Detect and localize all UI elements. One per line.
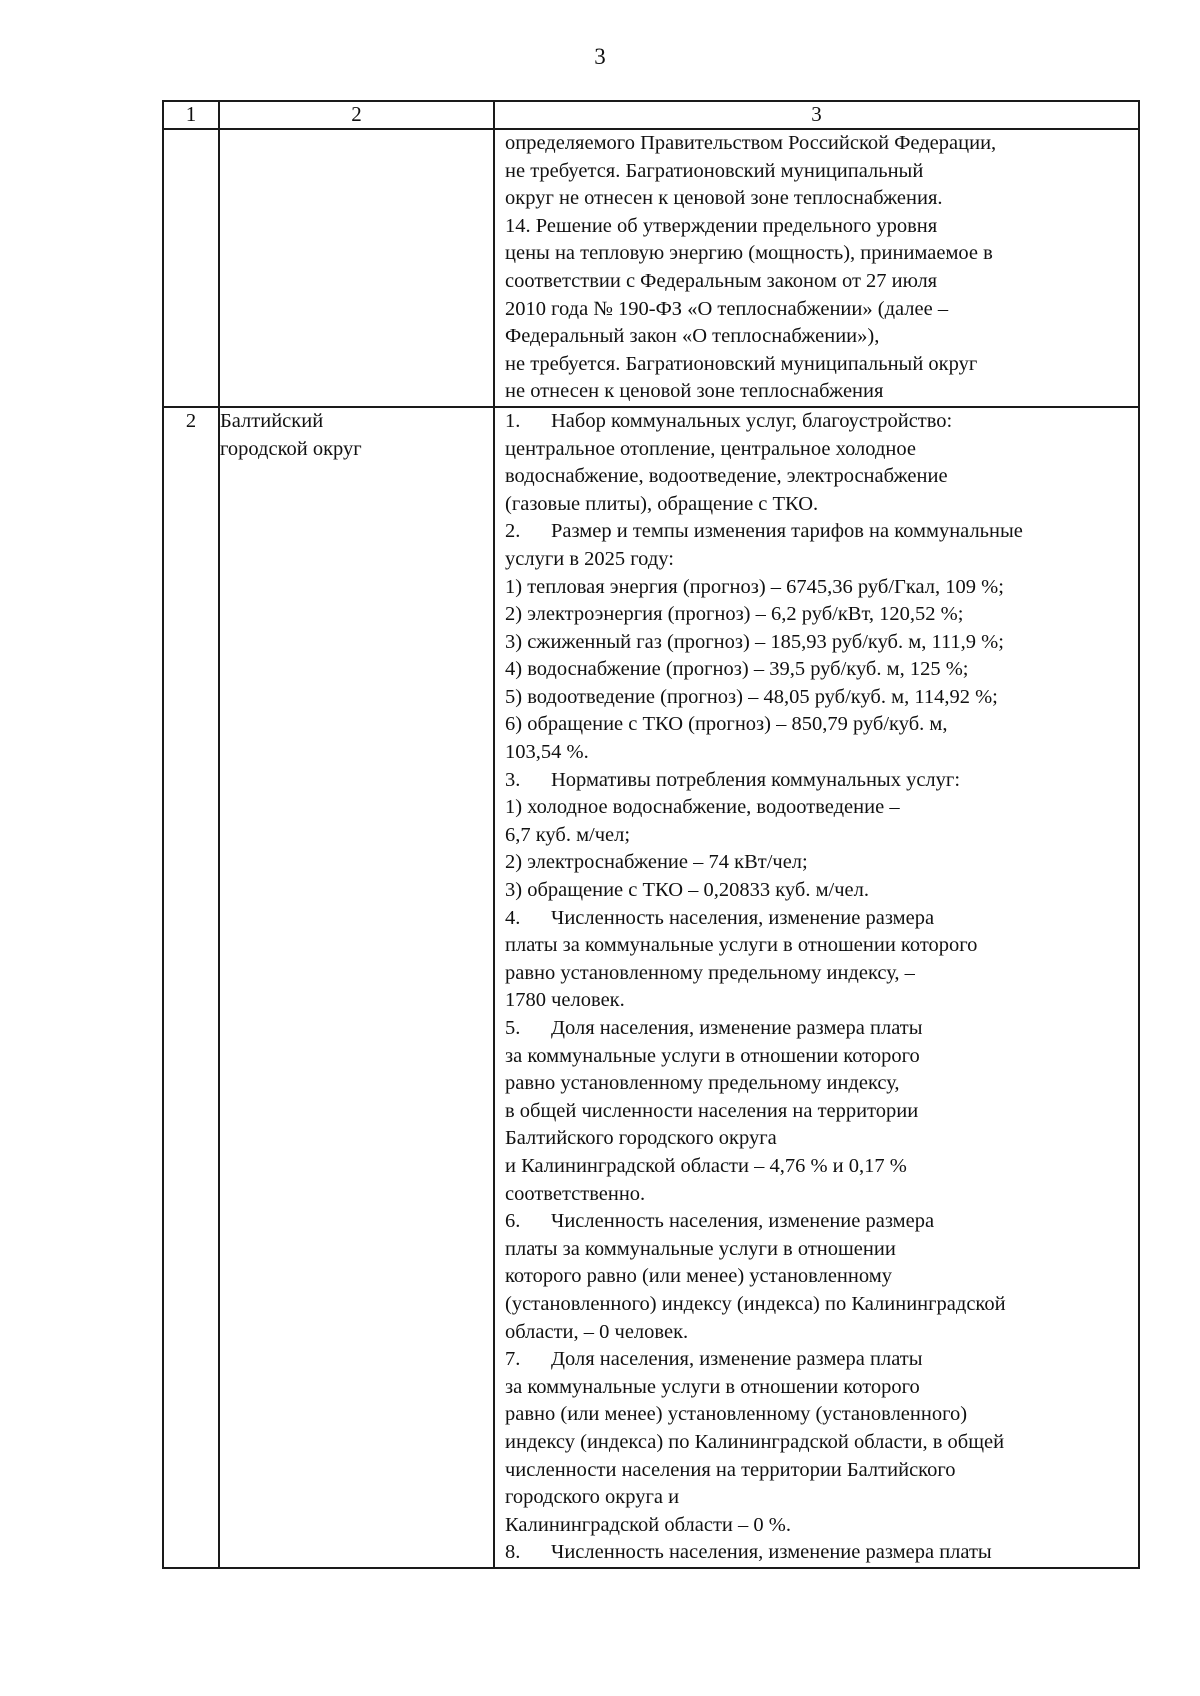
description-text: численности населения на территории Балтийского xyxy=(505,1458,956,1481)
description-line xyxy=(495,1484,1138,1512)
description-text: 14. Решение об утверждении предельного уровня xyxy=(505,214,938,237)
description-line xyxy=(495,574,1138,602)
description-text: равно (или менее) установленному (установленного) xyxy=(505,1403,968,1426)
data-table xyxy=(162,100,1140,1569)
column-header-1: 1 xyxy=(163,101,219,129)
item-number: 2. xyxy=(505,520,521,543)
description-text: и Калининградской области – 4,76 % и 0,17 % xyxy=(505,1154,907,1177)
table-header-row xyxy=(163,101,1139,129)
description-cell xyxy=(494,407,1139,1568)
description-text: услуги в 2025 году: xyxy=(505,547,674,570)
row-number: 2 xyxy=(163,407,219,1568)
description-text: 2) электроснабжение – 74 кВт/чел; xyxy=(505,851,808,874)
description-text: (газовые плиты), обращение с ТКО. xyxy=(505,492,819,515)
description-line xyxy=(495,1539,1138,1567)
description-text: 1) тепловая энергия (прогноз) – 6745,36 руб/Гкал, 109 %; xyxy=(505,575,1004,598)
description-line xyxy=(495,1015,1138,1043)
item-number: 3. xyxy=(505,768,521,791)
description-line xyxy=(495,1512,1138,1540)
description-text: за коммунальные услуги в отношении которого xyxy=(505,1044,920,1067)
description-text: в общей численности населения на территории xyxy=(505,1099,919,1122)
description-text: определяемого Правительством Российской Федерации, xyxy=(505,132,997,154)
description-line xyxy=(495,629,1138,657)
description-line xyxy=(495,130,1138,158)
description-text: 1780 человек. xyxy=(505,989,625,1012)
description-line xyxy=(495,1098,1138,1126)
description-text: цены на тепловую энергию (мощность), принимаемое в xyxy=(505,242,993,265)
description-text: равно установленному предельному индексу, xyxy=(505,1072,900,1095)
description-line xyxy=(495,601,1138,629)
description-line xyxy=(495,739,1138,767)
description-line xyxy=(495,1401,1138,1429)
description-line xyxy=(495,1236,1138,1264)
item-number: 1. xyxy=(505,409,521,432)
description-text: Нормативы потребления коммунальных услуг: xyxy=(551,768,961,791)
description-text: платы за коммунальные услуги в отношении xyxy=(505,1237,896,1260)
description-text: Набор коммунальных услуг, благоустройство: xyxy=(551,409,953,432)
description-line xyxy=(495,1374,1138,1402)
description-text: 3) сжиженный газ (прогноз) – 185,93 руб/куб. м, 111,9 %; xyxy=(505,630,1004,653)
description-line xyxy=(495,656,1138,684)
description-text: Калининградской области – 0 %. xyxy=(505,1513,791,1536)
description-text: Численность населения, изменение размера платы xyxy=(551,1541,992,1564)
description-line xyxy=(495,240,1138,268)
description-text: равно установленному предельному индексу, – xyxy=(505,961,915,984)
description-text: 2010 года № 190-ФЗ «О теплоснабжении» (далее – xyxy=(505,297,949,320)
municipality-name-line: городской округ xyxy=(220,437,362,460)
description-line xyxy=(495,1043,1138,1071)
description-text: (установленного) индексу (индекса) по Калининградской xyxy=(505,1292,1006,1315)
description-line xyxy=(495,408,1138,436)
column-header-3: 3 xyxy=(494,101,1139,129)
description-text: платы за коммунальные услуги в отношении которого xyxy=(505,934,978,957)
description-text: 6) обращение с ТКО (прогноз) – 850,79 руб/куб. м, xyxy=(505,713,948,736)
municipality-name-line: Балтийский xyxy=(220,409,324,432)
description-line xyxy=(495,1346,1138,1374)
description-line xyxy=(495,1181,1138,1209)
description-line xyxy=(495,268,1138,296)
description-line xyxy=(495,351,1138,379)
description-line xyxy=(495,463,1138,491)
description-line xyxy=(495,684,1138,712)
description-text: Федеральный закон «О теплоснабжении»), xyxy=(505,325,880,348)
row-number xyxy=(163,129,219,407)
description-line xyxy=(495,1291,1138,1319)
item-number: 7. xyxy=(505,1348,521,1371)
description-text: городского округа и xyxy=(505,1486,680,1509)
description-text: Балтийского городского округа xyxy=(505,1127,777,1150)
description-line xyxy=(495,1153,1138,1181)
description-line xyxy=(495,185,1138,213)
description-line xyxy=(495,905,1138,933)
description-line xyxy=(495,794,1138,822)
municipality-name xyxy=(219,407,494,1568)
description-line xyxy=(495,1457,1138,1485)
description-text: которого равно (или менее) установленному xyxy=(505,1265,892,1288)
description-text: Численность населения, изменение размера xyxy=(551,1210,935,1233)
description-text: водоснабжение, водоотведение, электроснабжение xyxy=(505,465,948,488)
description-cell xyxy=(494,129,1139,407)
description-text: не требуется. Багратионовский муниципальный xyxy=(505,159,924,182)
description-text: соответственно. xyxy=(505,1182,646,1205)
description-line xyxy=(495,932,1138,960)
description-text: Размер и темпы изменения тарифов на коммунальные xyxy=(551,520,1023,543)
description-text: Доля населения, изменение размера платы xyxy=(551,1017,923,1039)
description-line xyxy=(495,960,1138,988)
column-header-2: 2 xyxy=(219,101,494,129)
description-line xyxy=(495,296,1138,324)
table-row xyxy=(163,407,1139,1568)
description-line xyxy=(495,546,1138,574)
description-text: Доля населения, изменение размера платы xyxy=(551,1348,923,1371)
description-line xyxy=(495,1263,1138,1291)
description-text: 103,54 %. xyxy=(505,741,589,764)
description-line xyxy=(495,518,1138,546)
description-line xyxy=(495,822,1138,850)
description-line xyxy=(495,213,1138,241)
description-text: 2) электроэнергия (прогноз) – 6,2 руб/кВт, 120,52 %; xyxy=(505,603,964,626)
description-text: соответствии с Федеральным законом от 27 июля xyxy=(505,269,938,292)
table-body xyxy=(163,129,1139,1568)
description-text: не требуется. Багратионовский муниципальный округ xyxy=(505,352,978,375)
description-text: 4) водоснабжение (прогноз) – 39,5 руб/куб. м, 125 %; xyxy=(505,658,969,681)
description-line xyxy=(495,1429,1138,1457)
page-number: 3 xyxy=(594,44,606,69)
table-row xyxy=(163,129,1139,407)
description-line xyxy=(495,1319,1138,1347)
description-line xyxy=(495,1070,1138,1098)
description-line xyxy=(495,323,1138,351)
item-number: 4. xyxy=(505,906,521,929)
description-line xyxy=(495,711,1138,739)
description-line xyxy=(495,378,1138,406)
description-text: 1) холодное водоснабжение, водоотведение – xyxy=(505,796,900,819)
description-line xyxy=(495,436,1138,464)
description-text: Численность населения, изменение размера xyxy=(551,906,935,929)
description-text: 5) водоотведение (прогноз) – 48,05 руб/куб. м, 114,92 %; xyxy=(505,685,998,708)
description-line xyxy=(495,491,1138,519)
item-number: 8. xyxy=(505,1541,521,1564)
description-text: индексу (индекса) по Калининградской области, в общей xyxy=(505,1430,1005,1453)
description-line xyxy=(495,1208,1138,1236)
description-text: округ не отнесен к ценовой зоне теплоснабжения. xyxy=(505,187,943,210)
description-text: 6,7 куб. м/чел; xyxy=(505,823,631,846)
description-text: за коммунальные услуги в отношении которого xyxy=(505,1375,920,1398)
item-number: 5. xyxy=(505,1017,521,1039)
description-text: не отнесен к ценовой зоне теплоснабжения xyxy=(505,380,884,403)
description-text: области, – 0 человек. xyxy=(505,1320,689,1343)
item-number: 6. xyxy=(505,1210,521,1233)
description-line xyxy=(495,767,1138,795)
description-line xyxy=(495,1125,1138,1153)
description-line xyxy=(495,987,1138,1015)
description-text: центральное отопление, центральное холодное xyxy=(505,437,916,460)
description-line xyxy=(495,877,1138,905)
description-line xyxy=(495,158,1138,186)
description-line xyxy=(495,849,1138,877)
description-text: 3) обращение с ТКО – 0,20833 куб. м/чел. xyxy=(505,879,870,902)
municipality-name xyxy=(219,129,494,407)
